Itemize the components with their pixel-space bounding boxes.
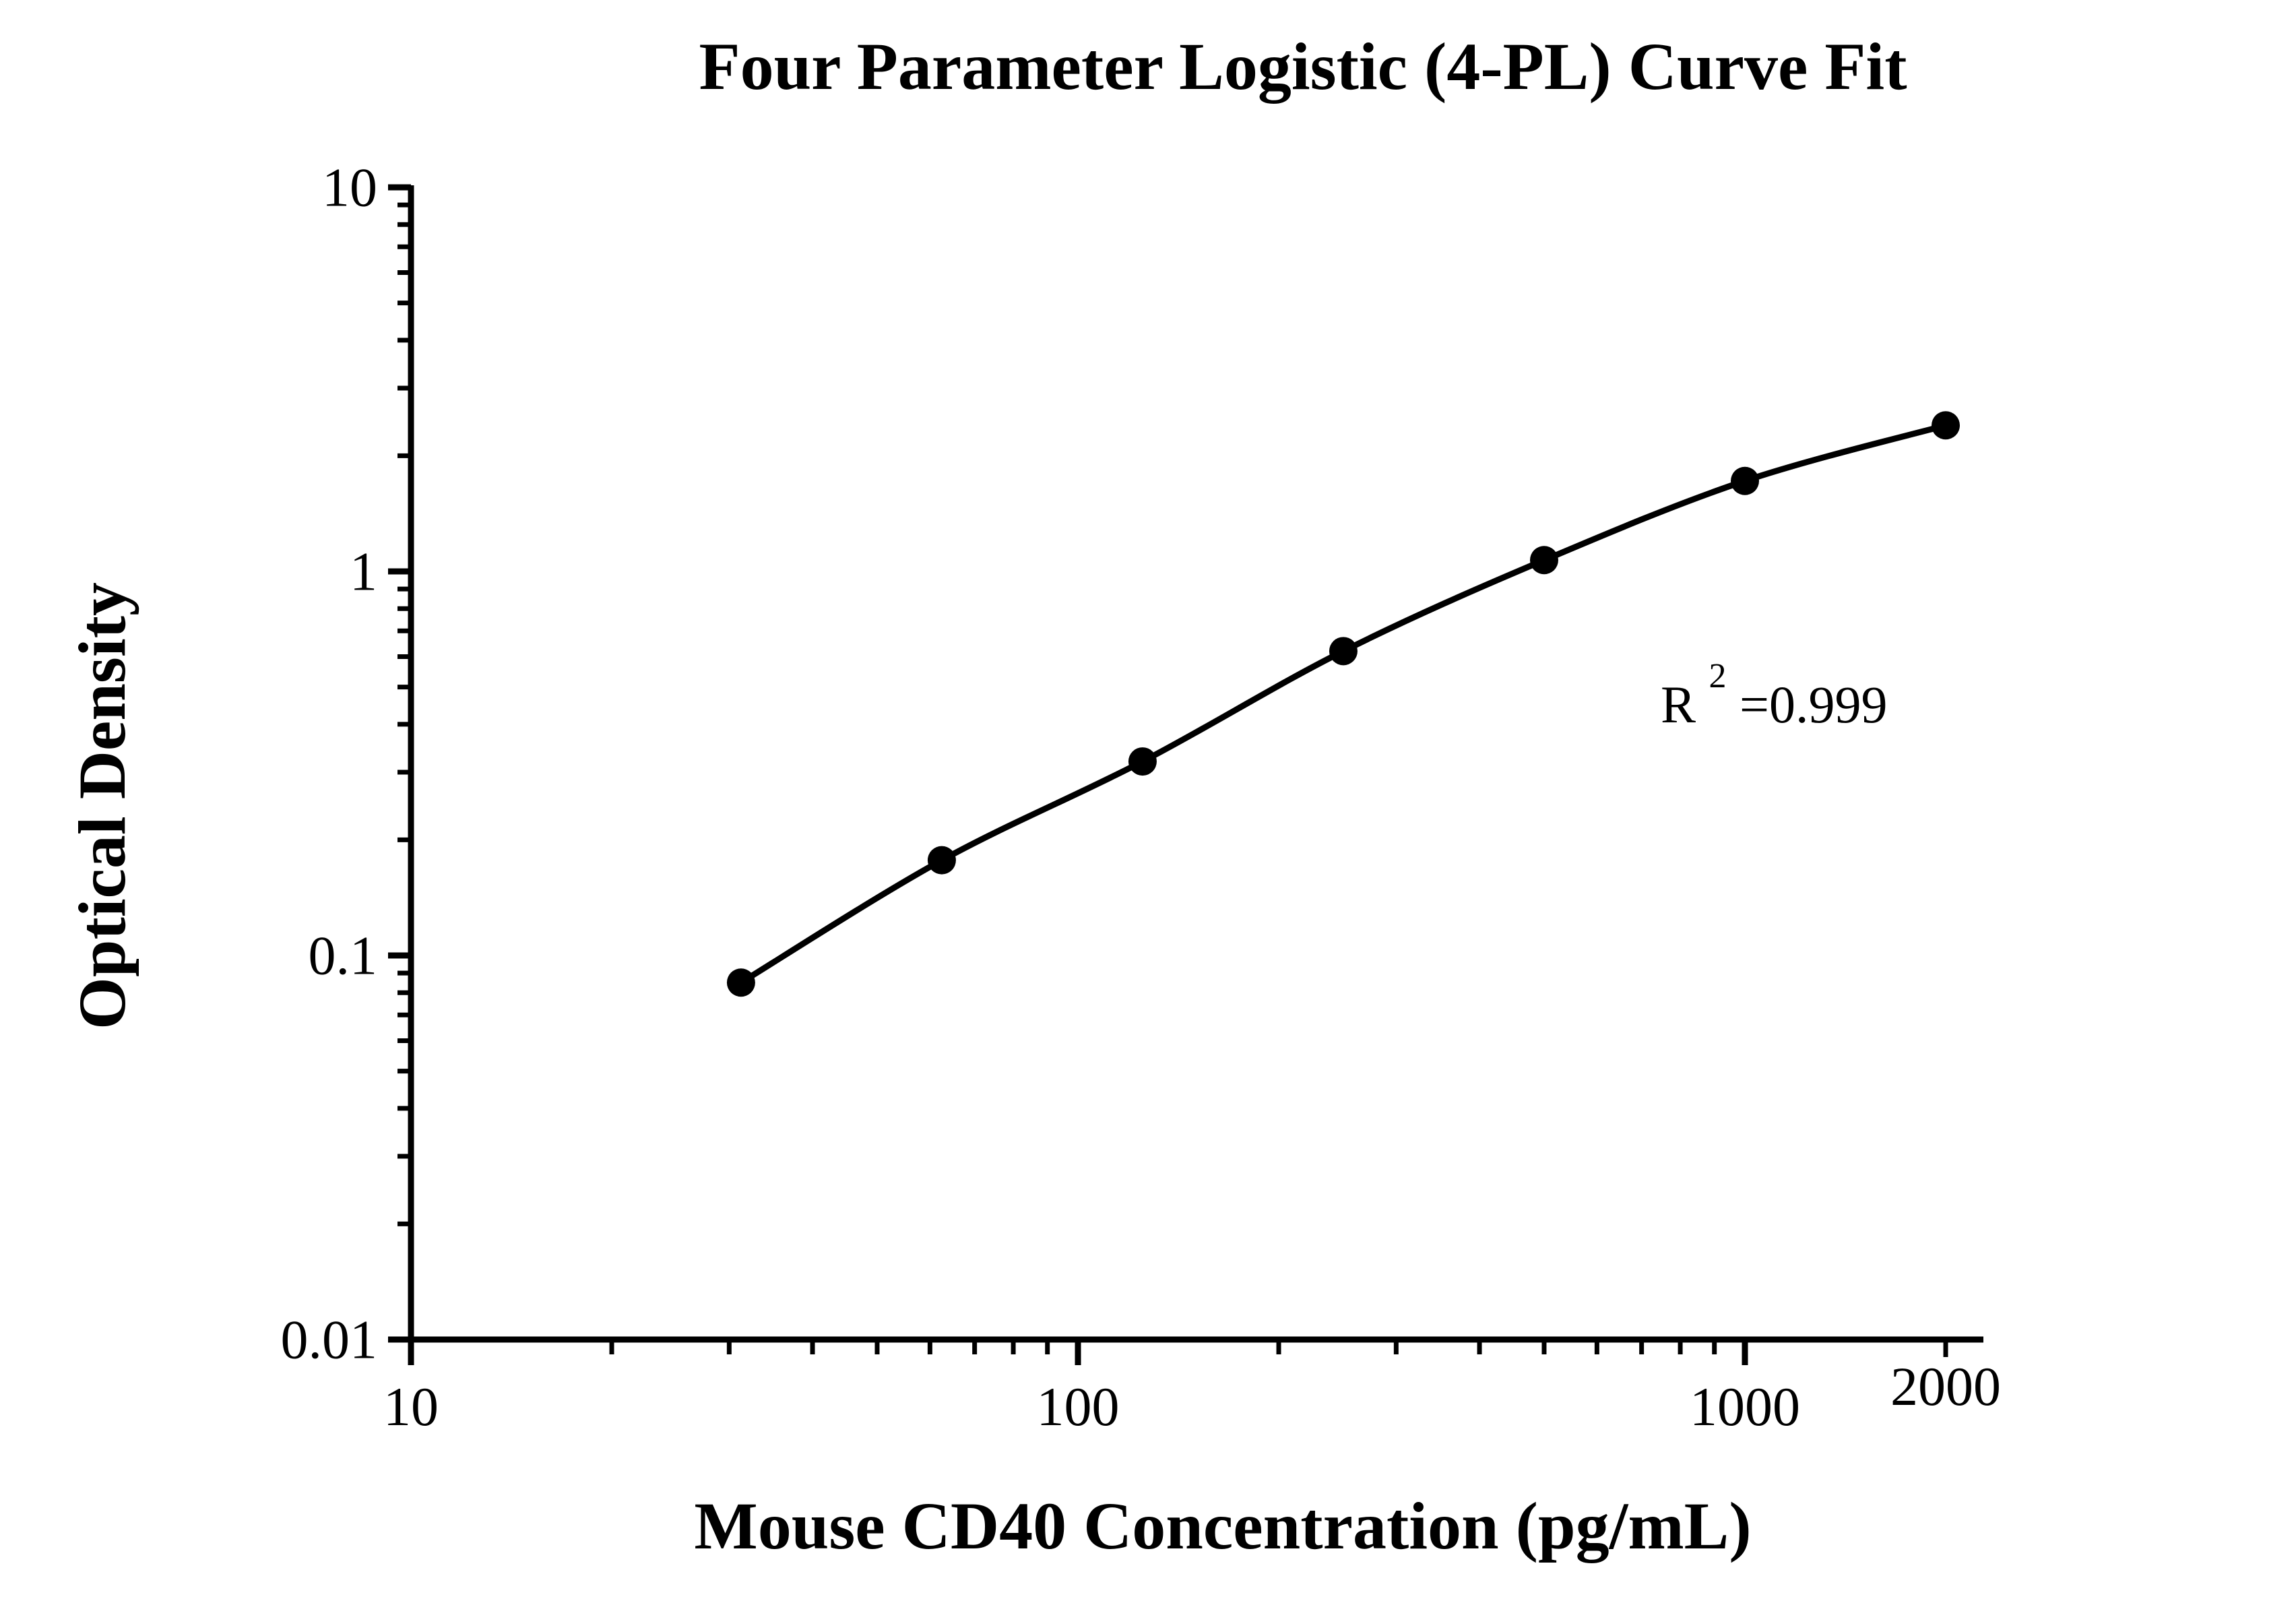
r-squared-annotation xyxy=(1661,640,1888,734)
x-tick-label-10: 10 xyxy=(383,1376,439,1437)
r-squared-value: =0.999 xyxy=(1740,675,1888,734)
y-axis-label: Optical Density xyxy=(65,582,139,1030)
y-tick-label-0.1: 0.1 xyxy=(308,924,377,986)
x-tick-label-100: 100 xyxy=(1036,1376,1120,1437)
r-squared-prefix: R xyxy=(1661,675,1696,734)
data-point-250 xyxy=(1329,637,1358,665)
data-point-125 xyxy=(1128,747,1157,776)
chart-title: Four Parameter Logistic (4-PL) Curve Fit xyxy=(699,29,1907,104)
x-axis-label: Mouse CD40 Concentration (pg/mL) xyxy=(694,1488,1752,1563)
y-tick-label-1: 1 xyxy=(350,540,377,602)
data-point-62.5 xyxy=(928,846,956,875)
axes-layer xyxy=(281,157,2002,1438)
data-point-31.25 xyxy=(727,968,755,997)
r-squared-superscript: 2 xyxy=(1709,657,1727,695)
data-point-1000 xyxy=(1731,467,1759,495)
y-tick-label-10: 10 xyxy=(322,156,377,218)
y-tick-label-0.01: 0.01 xyxy=(280,1309,377,1371)
x-tick-label-1000: 1000 xyxy=(1690,1376,1800,1437)
x-tick-label-2000: 2000 xyxy=(1890,1356,2002,1417)
data-point-2000 xyxy=(1932,411,1960,439)
data-point-500 xyxy=(1530,546,1558,574)
